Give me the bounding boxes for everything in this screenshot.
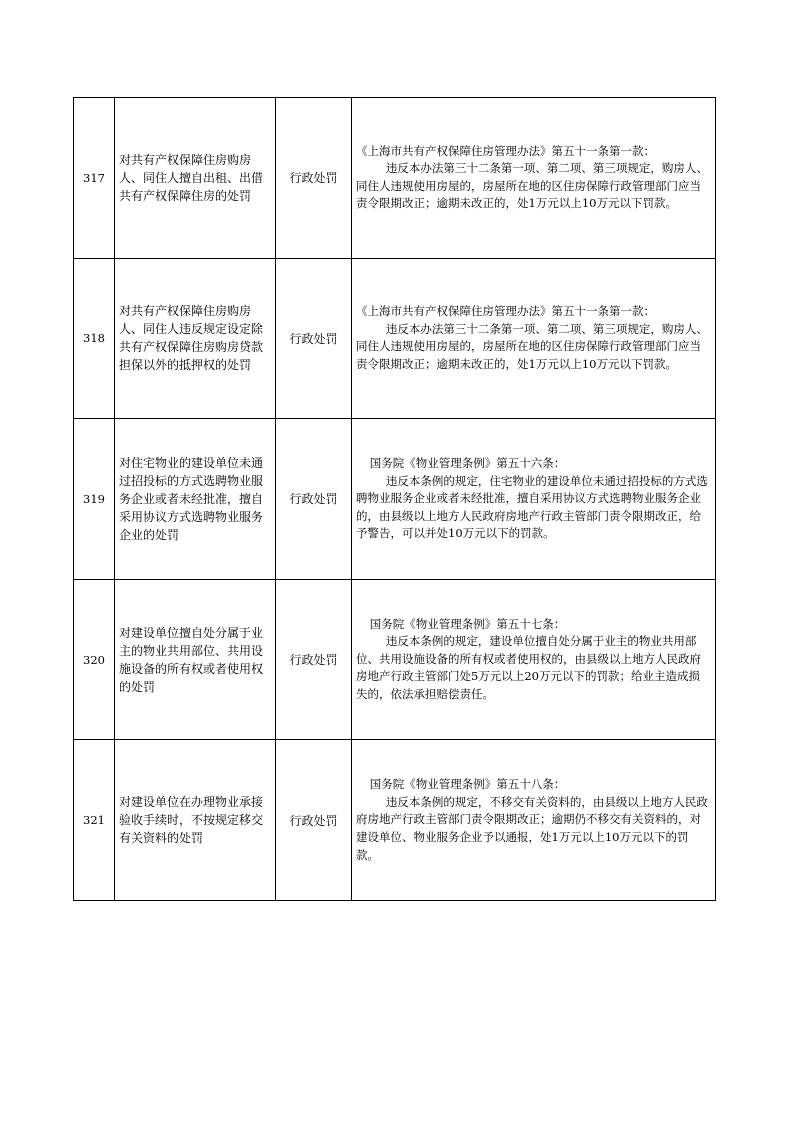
penalty-type: 行政处罚 — [276, 98, 352, 259]
legal-citation: 《上海市共有产权保障住房管理办法》第五十一条第一款： — [356, 143, 655, 158]
row-number: 318 — [74, 258, 115, 419]
legal-basis — [352, 258, 716, 419]
legal-text: 违反本办法第三十二条第一项、第二项、第三项规定，购房人、同住人违规使用房屋的，房屋所在地的区住房保障行政管理部门应当责令限期改正；逾期未改正的，处1万元以上10万元以下罚款。 — [356, 321, 708, 371]
row-number: 321 — [74, 740, 115, 901]
legal-citation: 《上海市共有产权保障住房管理办法》第五十一条第一款： — [356, 304, 655, 319]
legal-text: 违反本条例的规定，建设单位擅自处分属于业主的物业共用部位、共用设施设备的所有权或者使用权的，由县级以上地方人民政府房地产行政主管部门处5万元以上20万元以下的罚款；给业主造成损失的，依法承担赔偿责任。 — [356, 634, 701, 701]
legal-citation: 国务院《物业管理条例》第五十八条： — [369, 777, 566, 792]
penalty-item: 对建设单位擅自处分属于业主的物业共用部位、共用设施设备的所有权或者使用权的处罚 — [115, 579, 276, 740]
table-row — [74, 98, 716, 259]
row-number: 319 — [74, 419, 115, 580]
legal-basis — [352, 419, 716, 580]
penalty-type: 行政处罚 — [276, 258, 352, 419]
table-row — [74, 740, 716, 901]
penalty-item: 对住宅物业的建设单位未通过招投标的方式选聘物业服务企业或者未经批准，擅自采用协议方式选聘物业服务企业的处罚 — [115, 419, 276, 580]
penalty-type: 行政处罚 — [276, 579, 352, 740]
penalty-item: 对共有产权保障住房购房人、同住人违反规定设定除共有产权保障住房购房贷款担保以外的抵押权的处罚 — [115, 258, 276, 419]
penalty-type: 行政处罚 — [276, 740, 352, 901]
penalty-table — [73, 97, 716, 901]
legal-basis — [352, 98, 716, 259]
row-number: 317 — [74, 98, 115, 259]
table-row — [74, 579, 716, 740]
legal-text: 违反本条例的规定，住宅物业的建设单位未通过招投标的方式选聘物业服务企业或者未经批准，擅自采用协议方式选聘物业服务企业的，由县级以上地方人民政府房地产行政主管部门责令限期改正，给予警告，可以并处10万元以下的罚款。 — [356, 473, 708, 541]
row-number: 320 — [74, 579, 115, 740]
penalty-type: 行政处罚 — [276, 419, 352, 580]
legal-text: 违反本条例的规定，不移交有关资料的，由县级以上地方人民政府房地产行政主管部门责令限期改正；逾期仍不移交有关资料的，对建设单位、物业服务企业予以通报，处1万元以上10万元以下的罚款。 — [356, 794, 708, 862]
table-row — [74, 258, 716, 419]
legal-citation: 国务院《物业管理条例》第五十六条： — [369, 456, 566, 470]
legal-basis — [352, 740, 716, 901]
legal-text: 违反本办法第三十二条第一项、第二项、第三项规定，购房人、同住人违规使用房屋的，房屋所在地的区住房保障行政管理部门应当责令限期改正；逾期未改正的，处1万元以上10万元以下罚款。 — [356, 161, 708, 211]
legal-basis — [352, 579, 716, 740]
legal-citation: 国务院《物业管理条例》第五十七条： — [369, 616, 566, 631]
penalty-item: 对建设单位在办理物业承接验收手续时，不按规定移交有关资料的处罚 — [115, 740, 276, 901]
penalty-item: 对共有产权保障住房购房人、同住人擅自出租、出借共有产权保障住房的处罚 — [115, 98, 276, 259]
table-row — [74, 419, 716, 580]
